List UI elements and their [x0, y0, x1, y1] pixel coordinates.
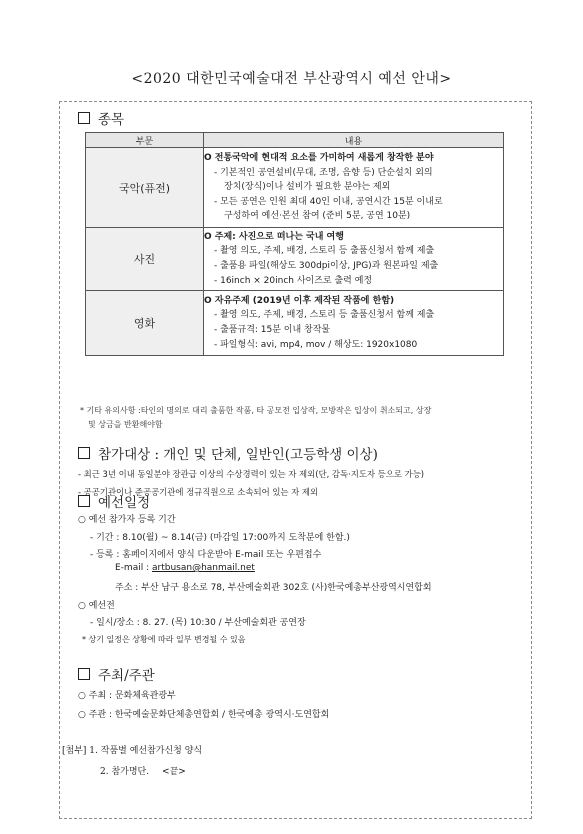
category-name-film: 영화 [86, 291, 204, 356]
table-row [86, 291, 504, 356]
category-name-photo: 사진 [86, 228, 204, 291]
schedule-heading-text: 예선일정 [98, 495, 151, 511]
preliminary-detail: - 일시/장소 : 8. 27. (목) 10:30 / 부산예술회관 공연장 [90, 618, 306, 628]
desc-line: - 출품규격: 15분 이내 창작물 [214, 325, 331, 335]
table-row [86, 228, 504, 291]
end-mark: <끝> [161, 767, 186, 777]
section-heading-eligibility [78, 443, 378, 463]
registration-period: - 기간 : 8.10(월) ~ 8.14(금) (마감일 17:00까지 도착분에 한함.) [90, 533, 350, 543]
checkbox-icon [78, 495, 90, 507]
email-label: E-mail : [115, 563, 150, 573]
desc-line: 장치(장식)이나 설비가 필요한 분야는 제외 [224, 182, 391, 193]
preliminary-title: ○ 예선전 [78, 601, 115, 611]
desc-line: O 주제: 사진으로 떠나는 국내 여행 [204, 231, 344, 242]
attachment-row-2 [100, 764, 186, 777]
desc-line: - 기본적인 공연설비(무대, 조명, 음향 등) 단순설치 외의 [214, 167, 433, 178]
section-heading-schedule [78, 491, 150, 511]
registration-method: - 등록 : 홈페이지에서 양식 다운받아 E-mail 또는 우편접수 [90, 550, 322, 560]
checkbox-icon [78, 447, 90, 459]
organizer-line: ○ 주관 : 한국예술문화단체총연합회 / 한국예총 광역시·도연합회 [78, 710, 330, 720]
attachment-item: 2. 참가명단. [100, 767, 150, 777]
desc-line: - 촬영 의도, 주제, 배경, 스토리 등 출품신청서 함께 제출 [214, 310, 435, 321]
desc-line: - 모든 공연은 인원 최대 40인 이내, 공연시간 15분 이내로 [214, 196, 443, 207]
attachment-row-1 [62, 743, 202, 756]
desc-line: 구성하여 예선·본선 참여 (준비 5분, 공연 10분) [224, 211, 411, 222]
attachment-item: 1. 작품별 예선참가신청 양식 [89, 746, 203, 756]
desc-line: - 촬영 의도, 주제, 배경, 스토리 등 출품신청서 함께 제출 [214, 246, 435, 257]
table-row [86, 148, 504, 228]
section-heading-category [78, 108, 124, 128]
checkbox-icon [78, 668, 90, 680]
registration-email-row [115, 563, 255, 573]
desc-line: O 자유주제 (2019년 이후 제작된 작품에 한함) [204, 295, 395, 306]
note-line: 및 상금을 반환해야함 [88, 420, 163, 429]
category-desc-film [204, 291, 504, 356]
checkbox-icon [78, 112, 90, 124]
category-table [85, 132, 504, 356]
note-line: * 기타 유의사항 :타인의 명의로 대리 출품한 작품, 타 공모전 입상작, 모방작은 입상이 취소되고, 상장 [80, 406, 432, 415]
category-desc-photo [204, 228, 504, 291]
table-header-content: 내용 [204, 133, 504, 148]
email-link[interactable]: artbusan@hanmail.net [152, 563, 255, 573]
category-desc-gugak [204, 148, 504, 228]
category-heading-text: 종목 [98, 112, 125, 128]
eligibility-heading-text: 참가대상 : 개인 및 단체, 일반인(고등학생 이상) [98, 447, 378, 463]
eligibility-item: - 공공기관이나 준공공기관에 정규직원으로 소속되어 있는 자 제외 [78, 487, 319, 497]
category-note [80, 404, 520, 432]
category-name-gugak: 국악(퓨전) [86, 148, 204, 228]
desc-line: - 파일형식: avi, mp4, mov / 해상도: 1920x1080 [214, 339, 418, 350]
host-line: ○ 주최 : 문화체육관광부 [78, 691, 176, 701]
schedule-note: * 상기 일정은 상황에 따라 일부 변경될 수 있음 [82, 635, 246, 644]
desc-line: - 출품용 파일(해상도 300dpi이상, JPG)과 원본파일 제출 [214, 261, 439, 271]
table-header-division: 부문 [86, 133, 204, 148]
organizer-heading-text: 주최/주관 [98, 668, 155, 684]
registration-title: ○ 예선 참가자 등록 기간 [78, 515, 176, 525]
attachment-label: [첨부] [62, 746, 87, 756]
eligibility-item: - 최근 3년 이내 동일분야 장관급 이상의 수상경력이 있는 자 제외(단, 감독·지도자 등으로 가능) [78, 469, 425, 479]
desc-line: O 전통국악에 현대적 요소를 가미하여 새롭게 창작한 분야 [204, 153, 434, 164]
section-heading-organizer [78, 664, 155, 684]
document-title: <2020 대한민국예술대전 부산광역시 예선 안내> [131, 71, 452, 87]
desc-line: - 16inch × 20inch 사이즈로 출력 예정 [214, 275, 373, 286]
registration-address: 주소 : 부산 남구 용소로 78, 부산예술회관 302호 (사)한국예총부산광역시연합회 [115, 583, 432, 593]
